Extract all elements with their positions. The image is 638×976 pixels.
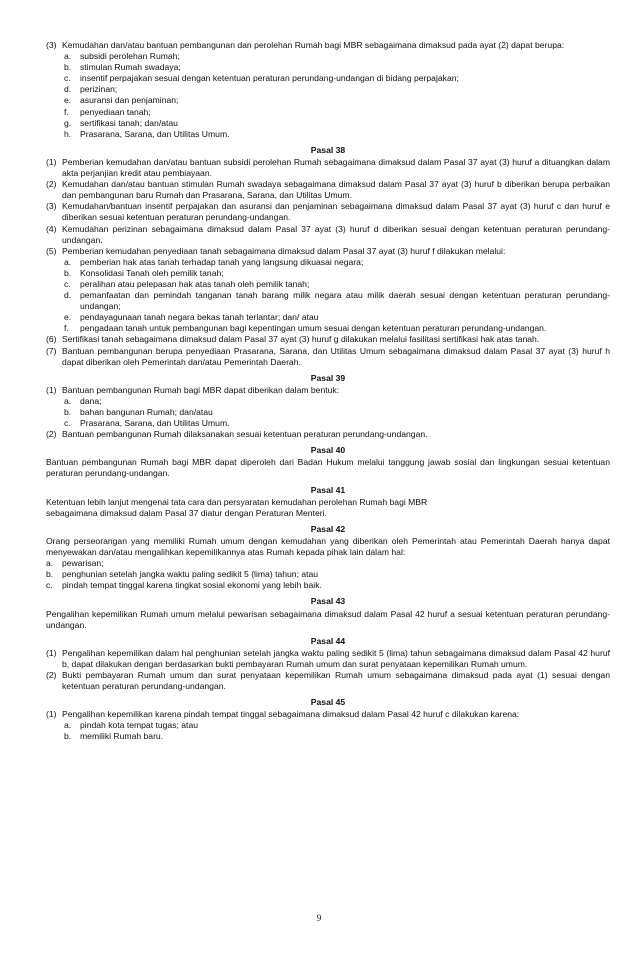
list-text: bahan bangunan Rumah; dan/atau bbox=[80, 407, 213, 417]
pasal-40-heading: Pasal 40 bbox=[310, 445, 346, 456]
list-text: pemberian hak atas tanah terhadap tanah yang langsung dikuasai negara; bbox=[80, 256, 364, 267]
list-letter: a. bbox=[64, 51, 72, 62]
list-text: pendayagunaan tanah negara bekas tanah terlantar; dan/ atau bbox=[80, 312, 319, 323]
pasal-41-heading: Pasal 41 bbox=[310, 484, 346, 495]
list-letter: c. bbox=[64, 73, 71, 84]
list-text: pindah tempat tinggal karena tingkat sosial ekonomi yang lebih baik. bbox=[62, 580, 322, 591]
list-text: perizinan; bbox=[80, 84, 118, 95]
list-letter: c. bbox=[64, 418, 71, 429]
ayat-3-intro bbox=[46, 40, 610, 51]
ayat-text: Kemudahan perizinan sebagaimana dimaksud dalam Pasal 37 ayat (3) huruf d diberikan sesuai dengan ketentuan peraturan perundang-undangan. bbox=[62, 223, 610, 245]
list-text: pengadaan tanah untuk pembangunan bagi kepentingan umum sesuai dengan ketentuan peraturan perundang-undangan. bbox=[80, 323, 547, 334]
list-text: Prasarana, Sarana, dan Utilitas Umum. bbox=[80, 128, 230, 139]
list-letter: f. bbox=[64, 106, 69, 117]
list-text: pindah kota tempat tugas; atau bbox=[80, 720, 199, 731]
list-text: peralihan atau pelepasan hak atas tanah oleh pemilik tanah; bbox=[80, 278, 310, 289]
ayat-number: (1) bbox=[46, 384, 57, 395]
list-text: stimulan Rumah swadaya; bbox=[80, 62, 181, 73]
list-letter: a. bbox=[64, 256, 72, 267]
ayat-item bbox=[46, 179, 610, 201]
pasal-39-heading: Pasal 39 bbox=[310, 372, 346, 383]
ayat-item bbox=[46, 334, 610, 345]
ayat-text: Pemberian kemudahan dan/atau bantuan subsidi perolehan Rumah sebagaimana dimaksud dalam Pasal 37 ayat (3) huruf a dituangkan dalam akta perjanjian kredit atau pembiayaan. bbox=[62, 156, 610, 179]
ayat-item bbox=[46, 346, 610, 368]
ayat-number: (3) bbox=[46, 201, 57, 212]
ayat-text: Pengalihan kepemilikan dalam hal penghunian setelah jangka waktu paling sedikit 5 (lima) tahun sebagaimana dimaksud dalam Pasal 42 huruf b, dapat dilakukan dengan berdasarkan bukti pembayaran Rumah umum dan surat penyataan kepemilikan Rumah umum. bbox=[62, 647, 610, 669]
list-item bbox=[62, 407, 610, 418]
pasal-41-line-1: Ketentuan lebih lanjut mengenai tata cara dan persyaratan kemudahan perolehan Rumah bagi MBR bbox=[46, 496, 428, 507]
ayat-text: Bukti pembayaran Rumah umum dan surat penyataan kepemilikan Rumah umum sebagaimana dimaksud pada ayat (1) sesuai dengan ketentuan peraturan perundang-undangan. bbox=[62, 669, 610, 692]
list-item bbox=[62, 107, 610, 118]
ayat-text: Bantuan pembangunan Rumah bagi MBR dapat diberikan dalam bentuk: bbox=[62, 384, 340, 395]
list-text: insentif perpajakan sesuai dengan ketentuan peraturan perundang-undangan di bidang perpajakan; bbox=[80, 73, 459, 84]
list-item bbox=[62, 129, 610, 140]
list-letter: b. bbox=[64, 267, 72, 278]
pasal-42-list bbox=[46, 558, 610, 591]
ayat-item bbox=[46, 201, 610, 223]
ayat-number: (7) bbox=[46, 345, 57, 356]
list-item bbox=[46, 558, 610, 569]
list-item bbox=[62, 62, 610, 73]
list-item bbox=[62, 257, 610, 268]
list-item bbox=[46, 569, 610, 580]
ayat-number: (1) bbox=[46, 709, 57, 720]
list-letter: c. bbox=[46, 580, 53, 591]
pasal-41-line-2: sebagaimana dimaksud dalam Pasal 37 diatur dengan Peraturan Menteri. bbox=[46, 507, 327, 518]
list-item bbox=[62, 323, 610, 334]
list-letter: a. bbox=[46, 558, 54, 569]
pasal-43-text: Pengalihan kepemilikan Rumah umum melalui pewarisan sebagaimana dimaksud dalam Pasal 42 huruf a sesuai ketentuan peraturan perundang-undangan. bbox=[46, 608, 610, 630]
ayat-number: (2) bbox=[46, 179, 57, 190]
list-letter: c. bbox=[64, 278, 71, 289]
list-letter: a. bbox=[64, 720, 72, 731]
ayat-number: (2) bbox=[46, 429, 57, 440]
list-letter: b. bbox=[46, 569, 54, 580]
list-letter: e. bbox=[64, 312, 72, 323]
ayat-text: Sertifikasi tanah sebagaimana dimaksud dalam Pasal 37 ayat (3) huruf g dilakukan melalui fasilitasi sertifikasi hak atas tanah. bbox=[62, 334, 540, 345]
list-item bbox=[62, 84, 610, 95]
ayat-text: Kemudahan/bantuan insentif perpajakan dan asuransi dan penjaminan sebagaimana dimaksud dalam Pasal 37 ayat (3) huruf c dan huruf e diberikan sesuai ketentuan peraturan perundang-undangan. bbox=[62, 201, 610, 223]
list-letter: a. bbox=[64, 395, 72, 406]
pasal-43-heading: Pasal 43 bbox=[310, 596, 346, 607]
list-letter: g. bbox=[64, 117, 72, 128]
list-item bbox=[62, 312, 610, 323]
list-item bbox=[62, 279, 610, 290]
list-item bbox=[62, 290, 610, 312]
list-item bbox=[62, 418, 610, 429]
pasal-45-heading: Pasal 45 bbox=[310, 697, 346, 708]
ayat-text: Kemudahan dan/atau bantuan stimulan Rumah swadaya sebagaimana dimaksud dalam Pasal 37 ayat (3) huruf b diberikan berupa perbaikan dan pembangunan baru Rumah dan Prasarana, Sarana, dan Utilitas Umum. bbox=[62, 179, 610, 201]
list-letter: f. bbox=[64, 323, 69, 334]
ayat-item bbox=[46, 157, 610, 179]
intro-list bbox=[62, 51, 610, 140]
list-text: dana; bbox=[80, 395, 102, 406]
ayat-text: Kemudahan dan/atau bantuan pembangunan dan perolehan Rumah bagi MBR sebagaimana dimaksud pada ayat (2) dapat berupa: bbox=[62, 40, 565, 50]
list-letter: b. bbox=[64, 407, 72, 417]
ayat-number: (3) bbox=[46, 40, 57, 50]
list-letter: b. bbox=[64, 731, 72, 742]
list-letter: e. bbox=[64, 95, 72, 106]
list-text: subsidi perolehan Rumah; bbox=[80, 51, 180, 62]
list-text: penghunian setelah jangka waktu paling sedikit 5 (lima) tahun; atau bbox=[62, 569, 319, 580]
pasal-39-list bbox=[62, 396, 610, 429]
ayat-text: Bantuan pembangunan Rumah dilaksanakan sesuai ketentuan peraturan perundang-undangan. bbox=[62, 429, 428, 440]
ayat-number: (6) bbox=[46, 334, 57, 345]
list-item bbox=[62, 51, 610, 62]
list-text: penyediaan tanah; bbox=[80, 106, 151, 117]
list-text: pewarisan; bbox=[62, 558, 104, 569]
ayat-number: (5) bbox=[46, 245, 57, 256]
list-item bbox=[62, 95, 610, 106]
list-item bbox=[62, 73, 610, 84]
list-letter: d. bbox=[64, 84, 72, 95]
ayat-item bbox=[46, 246, 610, 257]
list-letter: h. bbox=[64, 128, 72, 139]
list-item bbox=[62, 720, 610, 731]
pasal-38-list bbox=[62, 257, 610, 335]
ayat-number: (1) bbox=[46, 647, 57, 658]
ayat-text: Bantuan pembangunan berupa penyediaan Prasarana, Sarana, dan Utilitas Umum sebagaimana dimaksud dalam Pasal 37 ayat (3) huruf h dapat diberikan oleh Pemerintah dan/atau Pemerintah Daerah. bbox=[62, 345, 610, 367]
list-text: memiliki Rumah baru. bbox=[80, 731, 164, 742]
ayat-number: (1) bbox=[46, 156, 57, 167]
list-letter: d. bbox=[64, 290, 72, 301]
list-text: asuransi dan penjaminan; bbox=[80, 95, 179, 106]
list-text: sertifikasi tanah; dan/atau bbox=[80, 117, 178, 128]
list-item bbox=[62, 118, 610, 129]
ayat-item bbox=[46, 224, 610, 246]
ayat-text: Pengalihan kepemilikan karena pindah tempat tinggal sebagaimana dimaksud dalam Pasal 42 huruf c dilakukan karena: bbox=[62, 709, 520, 720]
ayat-item bbox=[46, 385, 610, 396]
ayat-item bbox=[46, 429, 610, 440]
list-item bbox=[62, 731, 610, 742]
page-number: 9 bbox=[316, 913, 322, 923]
list-item bbox=[62, 268, 610, 279]
pasal-38-heading: Pasal 38 bbox=[310, 144, 346, 155]
list-item bbox=[62, 396, 610, 407]
document-page bbox=[46, 40, 610, 743]
ayat-text: Pemberian kemudahan penyediaan tanah sebagaimana dimaksud dalam Pasal 37 ayat (3) huruf f dilakukan melalui: bbox=[62, 245, 506, 256]
ayat-item bbox=[46, 648, 610, 670]
list-letter: b. bbox=[64, 62, 72, 73]
list-text: Prasarana, Sarana, dan Utilitas Umum. bbox=[80, 418, 230, 429]
pasal-40-text: Bantuan pembangunan Rumah bagi MBR dapat diperoleh dari Badan Hukum melalui tanggung jawab sosial dan lingkungan sesuai ketentuan peraturan perundang-undangan. bbox=[46, 457, 610, 479]
ayat-number: (2) bbox=[46, 669, 57, 680]
pasal-42-heading: Pasal 42 bbox=[310, 523, 346, 534]
pasal-42-text: Orang perseorangan yang memiliki Rumah umum dengan kemudahan yang diberikan oleh Pemerintah atau Pemerintah Daerah hanya dapat menyewakan dan/atau mengalihkan kepemilikannya atas Rumah kepada pihak lain dalam hal: bbox=[46, 535, 610, 558]
ayat-number: (4) bbox=[46, 223, 57, 234]
list-text: pemanfaatan dan pemindah tanganan tanah barang milik negara atau milik daerah sesuai dengan ketentuan peraturan perundang-undangan; bbox=[80, 290, 610, 312]
ayat-item bbox=[46, 709, 610, 720]
ayat-item bbox=[46, 670, 610, 692]
list-text: Konsolidasi Tanah oleh pemilik tanah; bbox=[80, 267, 224, 278]
list-item bbox=[46, 580, 610, 591]
pasal-45-list bbox=[62, 720, 610, 742]
pasal-44-heading: Pasal 44 bbox=[310, 635, 346, 646]
